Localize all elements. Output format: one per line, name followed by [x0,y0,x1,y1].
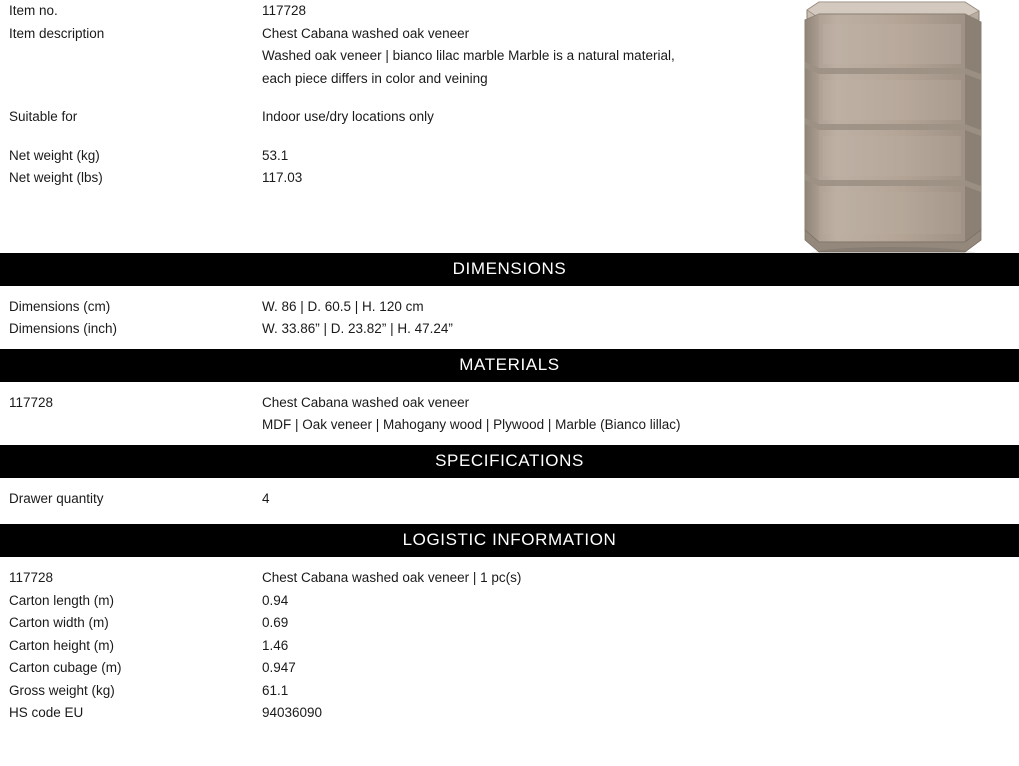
gross-weight-label: Gross weight (kg) [9,682,115,698]
gross-weight-value: 61.1 [262,682,289,698]
table-row [0,702,1019,725]
carton-height-label: Carton height (m) [9,637,115,653]
section-body-specifications [0,478,1019,525]
table-row [0,590,1019,613]
dimensions-cm-label: Dimensions (cm) [9,298,111,314]
dimensions-inch-value: W. 33.86” | D. 23.82” | H. 47.24” [262,321,453,336]
suitable-for-label: Suitable for [9,109,78,124]
carton-length-label: Carton length (m) [9,592,115,608]
hs-code-eu-label: HS code EU [9,705,84,720]
materials-item-description: Chest Cabana washed oak veneer [262,394,470,410]
carton-width-value: 0.69 [262,615,289,630]
table-row [0,318,1019,341]
description-line-2: each piece differs in color and veining [262,70,488,86]
hs-code-eu-value: 94036090 [262,705,323,720]
table-row [0,392,1019,415]
item-description-value: Chest Cabana washed oak veneer [262,25,470,41]
net-weight-lbs-value: 117.03 [262,170,303,185]
section-body-materials [0,382,1019,445]
section-header-materials: MATERIALS [0,349,1019,382]
table-row [0,414,1019,437]
carton-height-value: 1.46 [262,637,289,653]
table-row [0,488,1019,511]
item-no-label: Item no. [9,3,58,18]
section-header-logistic: LOGISTIC INFORMATION [0,524,1019,557]
drawer-quantity-value: 4 [262,490,270,506]
dimensions-bottom-space [0,341,1019,349]
drawer-quantity-label: Drawer quantity [9,490,104,506]
table-row [0,657,1019,680]
logistic-item-no: 117728 [9,570,54,585]
materials-item-no: 117728 [9,394,54,410]
product-image [789,0,999,262]
dimensions-cm-value: W. 86 | D. 60.5 | H. 120 cm [262,298,424,314]
section-header-dimensions: DIMENSIONS [0,253,1019,286]
logistic-item-description: Chest Cabana washed oak veneer | 1 pc(s) [262,570,522,585]
carton-width-label: Carton width (m) [9,615,109,630]
item-description-label: Item description [9,25,105,41]
materials-composition: MDF | Oak veneer | Mahogany wood | Plywood | Marble (Bianco lillac) [262,417,681,432]
suitable-for-value: Indoor use/dry locations only [262,109,434,124]
table-row [0,635,1019,658]
section-body-dimensions [0,286,1019,349]
dimensions-inch-label: Dimensions (inch) [9,321,118,336]
table-row [0,612,1019,635]
item-no-value: 117728 [262,3,307,18]
section-header-specifications: SPECIFICATIONS [0,445,1019,478]
net-weight-lbs-label: Net weight (lbs) [9,170,103,185]
table-row [0,567,1019,590]
net-weight-kg-value: 53.1 [262,147,289,163]
table-row [0,296,1019,319]
table-row [0,680,1019,703]
net-weight-kg-label: Net weight (kg) [9,147,100,163]
materials-bottom-space [0,437,1019,445]
carton-cubage-label: Carton cubage (m) [9,660,122,675]
specifications-bottom-space [0,510,1019,524]
section-body-logistic [0,557,1019,725]
carton-cubage-value: 0.947 [262,660,296,675]
description-line-1: Washed oak veneer | bianco lilac marble Marble is a natural material, [262,48,675,63]
top-specs-block [0,0,1019,253]
carton-length-value: 0.94 [262,592,289,608]
